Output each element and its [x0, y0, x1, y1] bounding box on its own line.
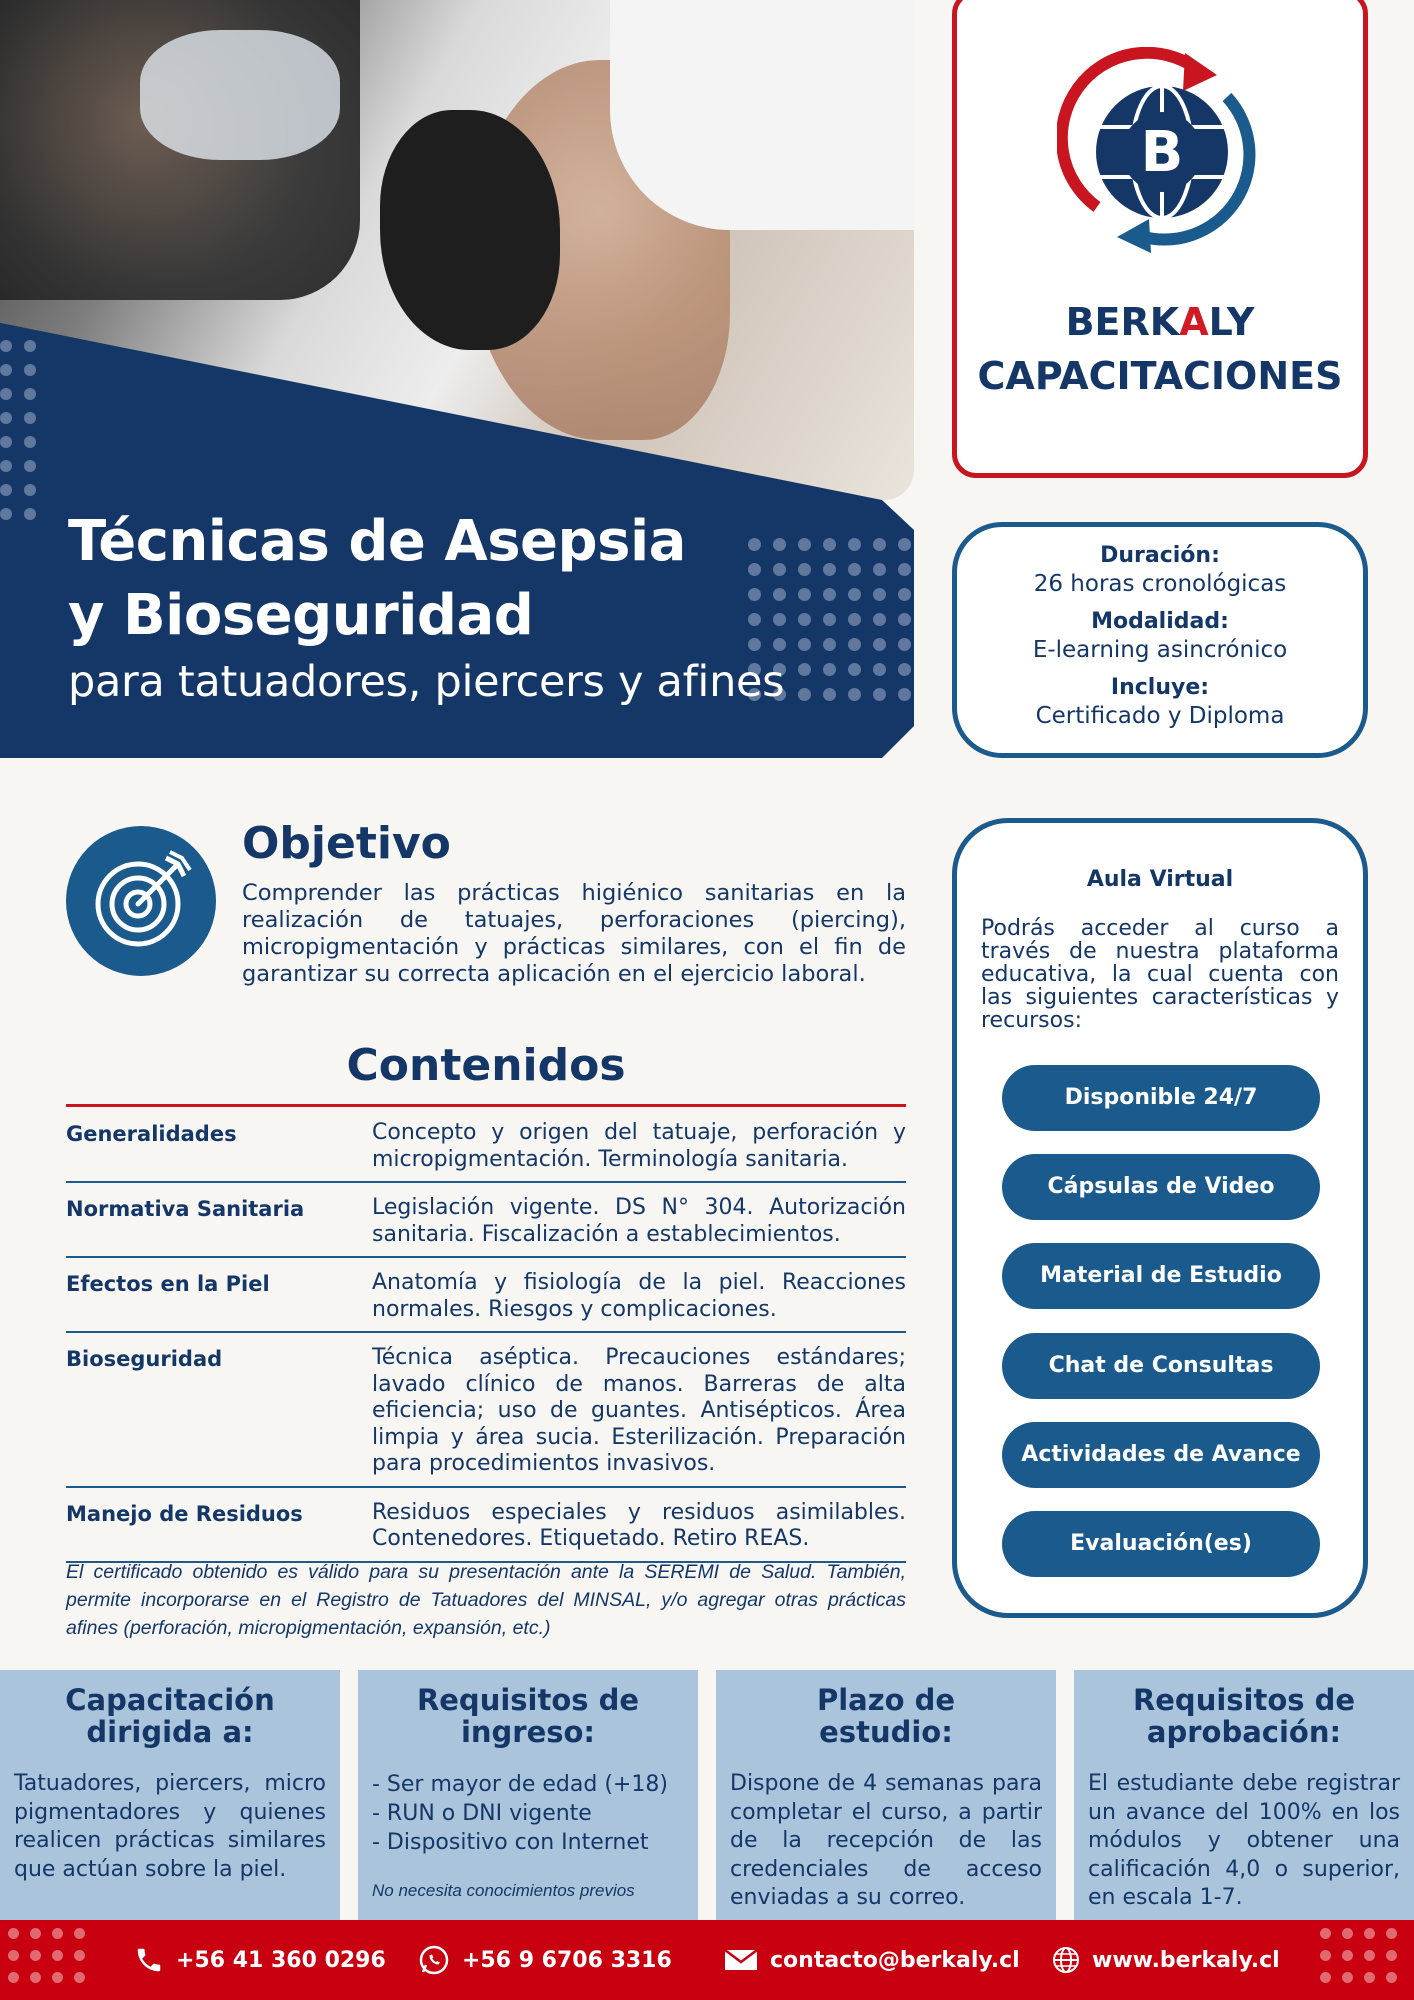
column-dirigida: Capacitación dirigida a: Tatuadores, piercers, micro pigmentadores y quienes realicen prácticas similares que actúan sobre la piel.: [0, 1670, 340, 1920]
certificate-note: El certificado obtenido es válido para su presentación ante la SEREMI de Salud. También, permite incorporarse en el Registro de Tatuadores del MINSAL, y/o agregar otras prácticas afines (perforación, micropigmentación, expansión, etc.): [66, 1561, 906, 1639]
decor-dot: [52, 1950, 63, 1961]
incluye-label: Incluye:: [1110, 675, 1210, 700]
objetivo-line: Comprender las prácticas higiénico sanitarias en la: [242, 880, 906, 906]
globe-logo-icon: [1057, 47, 1267, 257]
aula-title: Aula Virtual: [1086, 867, 1234, 892]
whatsapp-contact[interactable]: [418, 1920, 672, 2000]
decor-dot: [0, 340, 12, 352]
contenidos-title: Contenidos: [346, 1040, 626, 1091]
brand-name: BERKALY: [1065, 300, 1255, 344]
decor-dot: [1364, 1950, 1375, 1961]
dirigida-text: Tatuadores, piercers, micro pigmentadores y quienes realicen prácticas similares que actúan sobre la piel.: [14, 1771, 326, 1882]
decor-dot: [0, 508, 12, 520]
decor-dot: [1386, 1972, 1397, 1983]
table-row: [66, 1498, 906, 1563]
row-topic: Normativa Sanitaria: [66, 1197, 305, 1221]
decor-dot: [24, 460, 36, 472]
decor-dot: [1386, 1928, 1397, 1939]
decor-dot: [24, 364, 36, 376]
decor-dot: [24, 484, 36, 496]
objetivo-line: garantizar su correcta aplicación en el ejercicio laboral.: [242, 961, 866, 987]
decor-dot: [8, 1950, 19, 1961]
table-row: [66, 1268, 906, 1333]
decor-dot: [0, 436, 12, 448]
brand-tagline: CAPACITACIONES: [977, 354, 1343, 398]
decor-dot: [1320, 1928, 1331, 1939]
decor-dot: [30, 1972, 41, 1983]
decor-dot: [1342, 1950, 1353, 1961]
modalidad-label: Modalidad:: [1091, 609, 1229, 634]
decor-dot: [24, 340, 36, 352]
phone-icon: [134, 1945, 164, 1975]
email-contact[interactable]: [724, 1920, 1020, 2000]
course-info-box: [952, 522, 1368, 758]
website-url: www.berkaly.cl: [1092, 1947, 1280, 1973]
decor-dot: [52, 1972, 63, 1983]
duracion-value: 26 horas cronológicas: [1033, 571, 1287, 597]
decor-dot: [8, 1972, 19, 1983]
row-description: Concepto y origen del tatuaje, perforación y micropigmentación. Terminología sanitaria.: [372, 1120, 906, 1172]
aprobacion-text: El estudiante debe registrar un avance del 100% en los módulos y obtener una calificación 4,0 o superior, en escala 1-7.: [1088, 1771, 1400, 1910]
decor-dot: [1342, 1928, 1353, 1939]
row-topic: Generalidades: [66, 1122, 237, 1146]
contenidos-table: [66, 1118, 906, 1573]
row-topic: Manejo de Residuos: [66, 1501, 303, 1526]
modalidad-value: E-learning asincrónico: [1032, 637, 1288, 663]
decor-dot: [24, 388, 36, 400]
decor-dot: [0, 388, 12, 400]
aula-virtual-box: [952, 818, 1368, 1618]
requisito-item: - RUN o DNI vigente: [372, 1801, 592, 1826]
course-title-line1: Técnicas de Asepsia: [68, 509, 686, 574]
email-address: contacto@berkaly.cl: [770, 1947, 1020, 1973]
phone-number: +56 41 360 0296: [176, 1947, 386, 1973]
mail-icon: [724, 1948, 758, 1972]
column-aprobacion: Requisitos de aprobación: El estudiante debe registrar un avance del 100% en los módulos y obtener una calificación 4,0 o superior, en escala 1-7.: [1074, 1670, 1414, 1920]
logo-box: [952, 0, 1368, 478]
row-description: Legislación vigente. DS N° 304. Autorización sanitaria. Fiscalización a establecimientos.: [372, 1195, 906, 1247]
decor-dot: [30, 1928, 41, 1939]
decor-dot: [24, 508, 36, 520]
whatsapp-number: +56 9 6706 3316: [462, 1947, 672, 1973]
decor-dot: [74, 1972, 85, 1983]
decor-dot: [0, 484, 12, 496]
decor-dot: [8, 1928, 19, 1939]
column-plazo: Plazo de estudio: Dispone de 4 semanas para completar el curso, a partir de la recepción de las credenciales de acceso enviadas a su correo.: [716, 1670, 1056, 1920]
globe-icon: [1052, 1946, 1080, 1974]
incluye-value: Certificado y Diploma: [1035, 703, 1285, 729]
table-row: [66, 1343, 906, 1488]
row-description: Residuos especiales y residuos asimilables. Contenedores. Etiquetado. Retiro REAS.: [372, 1499, 906, 1551]
requisitos-note: No necesita conocimientos previos: [372, 1881, 635, 1900]
table-row: [66, 1118, 906, 1183]
contenidos-divider: [66, 1104, 906, 1107]
row-description: Anatomía y fisiología de la piel. Reacciones normales. Riesgos y complicaciones.: [372, 1270, 906, 1322]
contact-footer: [0, 1920, 1414, 2000]
decor-dot: [1320, 1950, 1331, 1961]
feature-pill: Disponible 24/7: [1002, 1065, 1320, 1131]
dots-decoration-left: [0, 340, 50, 520]
feature-pill: Material de Estudio: [1002, 1243, 1320, 1309]
decor-dot: [24, 436, 36, 448]
whatsapp-icon: [418, 1944, 450, 1976]
column-requisitos-ingreso: Requisitos de ingreso: - Ser mayor de edad (+18) - RUN o DNI vigente - Dispositivo con Internet No necesita conocimientos previos: [358, 1670, 698, 1920]
decor-dot: [74, 1928, 85, 1939]
plazo-text: Dispone de 4 semanas para completar el curso, a partir de la recepción de las credenciales de acceso enviadas a su correo.: [730, 1771, 1042, 1910]
row-topic: Efectos en la Piel: [66, 1272, 270, 1296]
decor-dot: [1364, 1972, 1375, 1983]
requisito-item: - Ser mayor de edad (+18): [372, 1772, 668, 1797]
phone-contact[interactable]: [134, 1920, 386, 2000]
duracion-label: Duración:: [1100, 543, 1220, 568]
row-description: Técnica aséptica. Precauciones estándares; lavado clínico de manos. Barreras de alta eficiencia; uso de guantes. Antisépticos. Área limpia y área sucia. Esterilización. Preparación para procedimientos invasivos.: [372, 1345, 906, 1476]
target-icon: [66, 826, 216, 976]
aula-description: Podrás acceder al curso a través de nuestra plataforma educativa, la cual cuenta con las siguientes características y recursos:: [981, 916, 1339, 1033]
decor-dot: [1342, 1972, 1353, 1983]
decor-dot: [1386, 1950, 1397, 1961]
decor-dot: [52, 1928, 63, 1939]
decor-dot: [0, 460, 12, 472]
course-title-line2: y Bioseguridad: [68, 583, 534, 648]
logo-letter: B: [1140, 120, 1184, 185]
decor-dot: [0, 364, 12, 376]
requisito-item: - Dispositivo con Internet: [372, 1830, 649, 1855]
objetivo-title: Objetivo: [242, 818, 451, 869]
course-subtitle: para tatuadores, piercers y afines: [68, 657, 785, 707]
table-row: [66, 1193, 906, 1258]
objetivo-line: micropigmentación y prácticas similares, con el fin de: [242, 934, 906, 960]
feature-pill: Actividades de Avance: [1002, 1422, 1320, 1488]
objetivo-line: realización de tatuajes, perforaciones (piercing),: [242, 907, 906, 933]
row-topic: Bioseguridad: [66, 1347, 223, 1371]
web-contact[interactable]: [1052, 1920, 1280, 2000]
objetivo-text: [242, 880, 906, 988]
feature-pill: Evaluación(es): [1002, 1511, 1320, 1577]
feature-pill: Cápsulas de Video: [1002, 1154, 1320, 1220]
decor-dot: [30, 1950, 41, 1961]
decor-dot: [0, 412, 12, 424]
decor-dot: [1320, 1972, 1331, 1983]
decor-dot: [1364, 1928, 1375, 1939]
decor-dot: [74, 1950, 85, 1961]
course-title-block: [68, 505, 908, 709]
decor-dot: [24, 412, 36, 424]
feature-pill: Chat de Consultas: [1002, 1333, 1320, 1399]
